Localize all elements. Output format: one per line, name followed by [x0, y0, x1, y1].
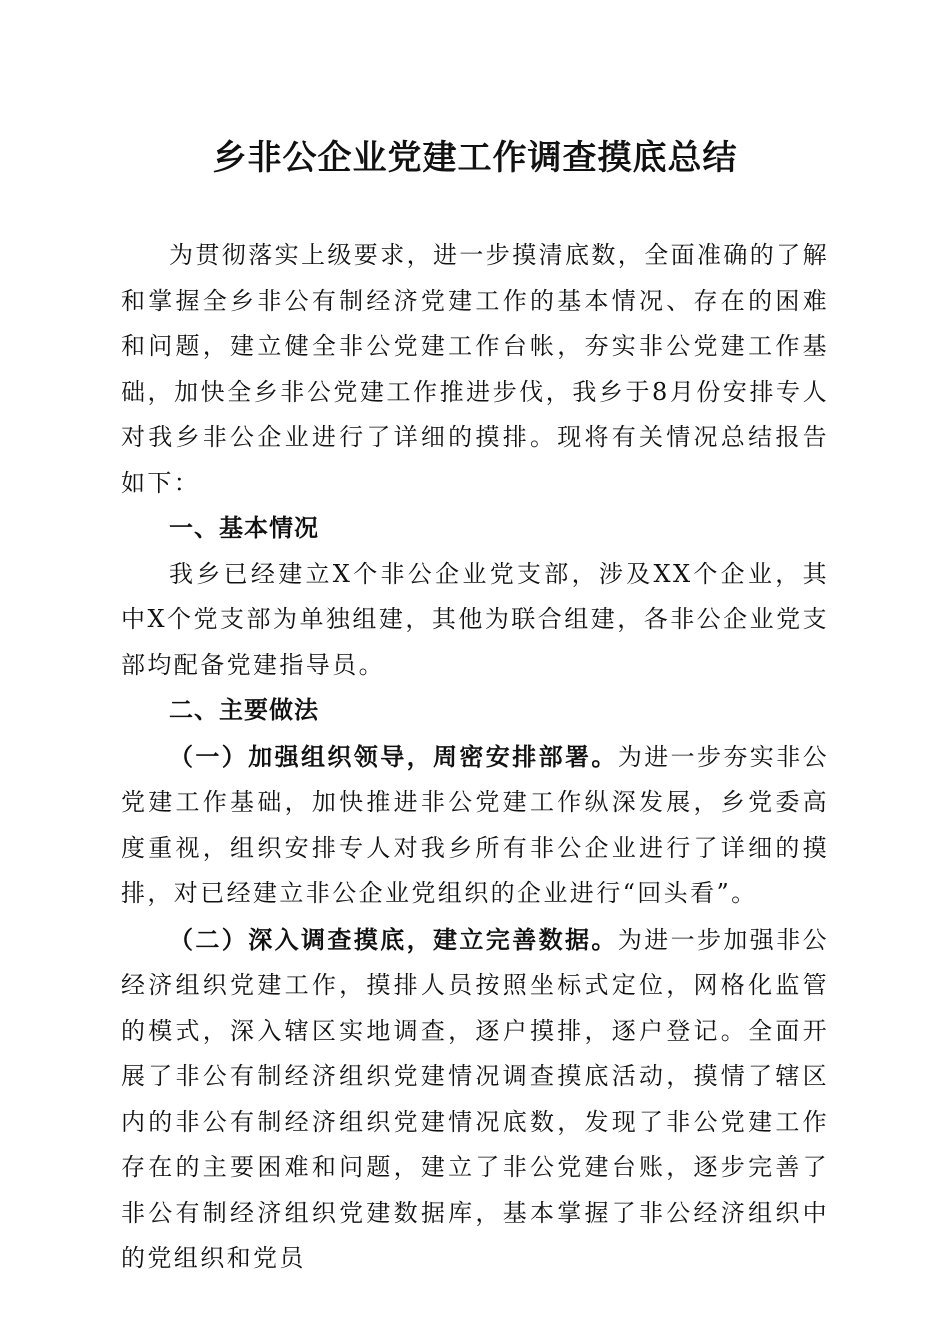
practice-item-1 [121, 734, 829, 917]
practice-item-2 [121, 917, 829, 1282]
practice-item-1-text: 为进一步夯实非公党建工作基础，加快推进非公党建工作纵深发展，乡党委高度重视，组织安排专人对我乡所有非公企业进行了详细的摸排，对已经建立非公企业党组织的企业进行“回头看”。 [121, 742, 830, 907]
practice-item-1-lead: （一）加强组织领导，周密安排部署。 [169, 741, 618, 771]
document-title: 乡非公企业党建工作调查摸底总结 [212, 138, 738, 178]
practice-item-2-lead: （二）深入调查摸底，建立完善数据。 [169, 924, 618, 954]
document-body [121, 233, 829, 1282]
practice-item-2-text: 为进一步加强非公经济组织党建工作，摸排人员按照坐标式定位，网格化监管的模式，深入辖区实地调查，逐户摸排，逐户登记。全面开展了非公有制经济组织党建情况调查摸底活动，摸情了辖区内的非公有制经济组织党建情况底数，发现了非公党建工作存在的主要困难和问题，建立了非公党建台账，逐步完善了非公有制经济组织党建数据库，基本掌握了非公经济组织中的党组织和党员 [121, 925, 830, 1272]
basic-situation-paragraph: 我乡已经建立X个非公企业党支部，涉及XX个企业，其中X个党支部为单独组建，其他为联合组建，各非公企业党支部均配备党建指导员。 [121, 559, 829, 679]
section-heading-basic-situation: 一、基本情况 [169, 514, 319, 542]
section-heading-main-practices: 二、主要做法 [169, 696, 319, 724]
intro-paragraph: 为贯彻落实上级要求，进一步摸清底数，全面准确的了解和掌握全乡非公有制经济党建工作的基本情况、存在的困难和问题，建立健全非公党建工作台帐，夯实非公党建工作基础，加快全乡非公党建工作推进步伐，我乡于8月份安排专人对我乡非公企业进行了详细的摸排。现将有关情况总结报告如下： [121, 241, 829, 497]
